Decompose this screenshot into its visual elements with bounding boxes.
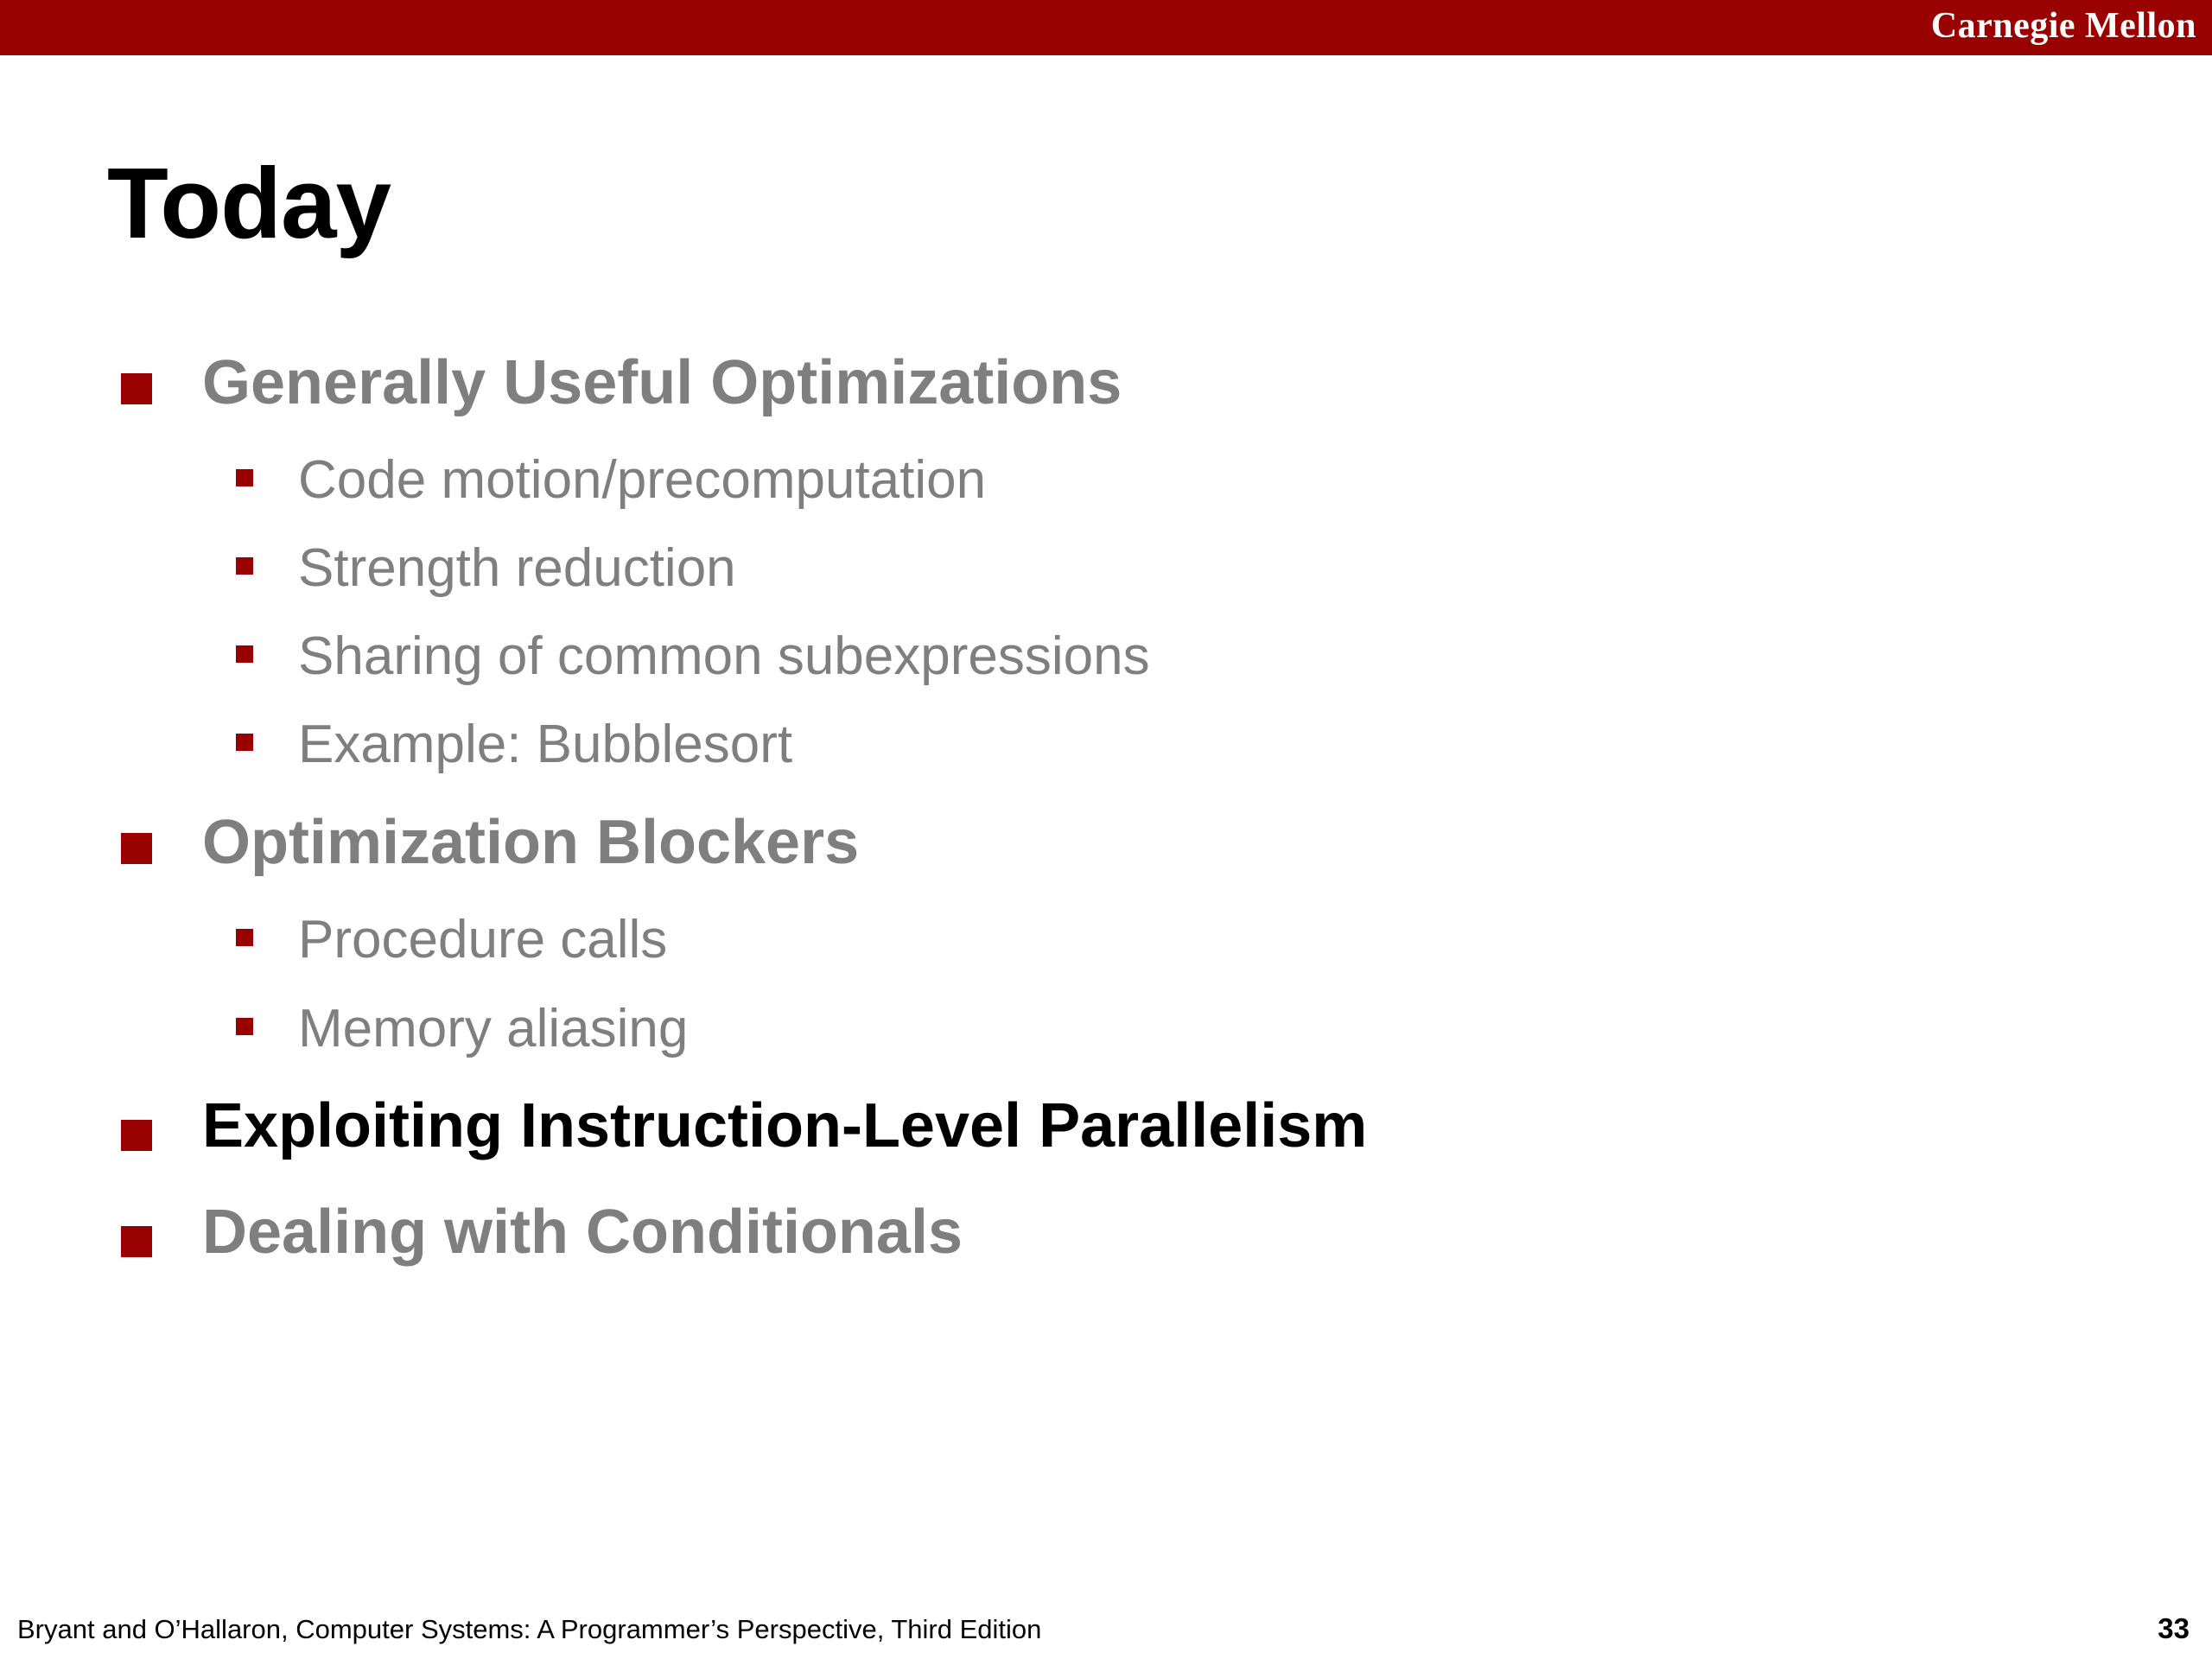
square-bullet-icon [236, 557, 253, 575]
agenda-item-optimization-blockers: Optimization Blockers [202, 808, 860, 877]
square-bullet-icon [236, 734, 253, 751]
subitem-strength-reduction: Strength reduction [298, 538, 736, 598]
page-number: 33 [2158, 1612, 2190, 1644]
square-bullet-icon [236, 645, 253, 663]
square-bullet-icon [121, 373, 152, 404]
square-bullet-icon [236, 929, 253, 946]
agenda-item-ilp: Exploiting Instruction-Level Parallelism [202, 1091, 1368, 1160]
brand-logo-text: Carnegie Mellon [1930, 6, 2196, 46]
slide-title: Today [107, 147, 391, 259]
square-bullet-icon [121, 1226, 152, 1257]
square-bullet-icon [236, 469, 253, 486]
subitem-memory-aliasing: Memory aliasing [298, 999, 689, 1058]
agenda-item-general-optimizations: Generally Useful Optimizations [202, 348, 1122, 417]
subitem-bubblesort: Example: Bubblesort [298, 715, 793, 774]
footer-citation: Bryant and O’Hallaron, Computer Systems: A Programmer’s Perspective, Third Edition [17, 1614, 1042, 1644]
agenda-item-conditionals: Dealing with Conditionals [202, 1198, 963, 1267]
subitem-procedure-calls: Procedure calls [298, 910, 668, 969]
square-bullet-icon [236, 1018, 253, 1035]
square-bullet-icon [121, 1120, 152, 1151]
subitem-common-subexpressions: Sharing of common subexpressions [298, 626, 1150, 686]
subitem-code-motion: Code motion/precomputation [298, 450, 987, 510]
square-bullet-icon [121, 833, 152, 864]
